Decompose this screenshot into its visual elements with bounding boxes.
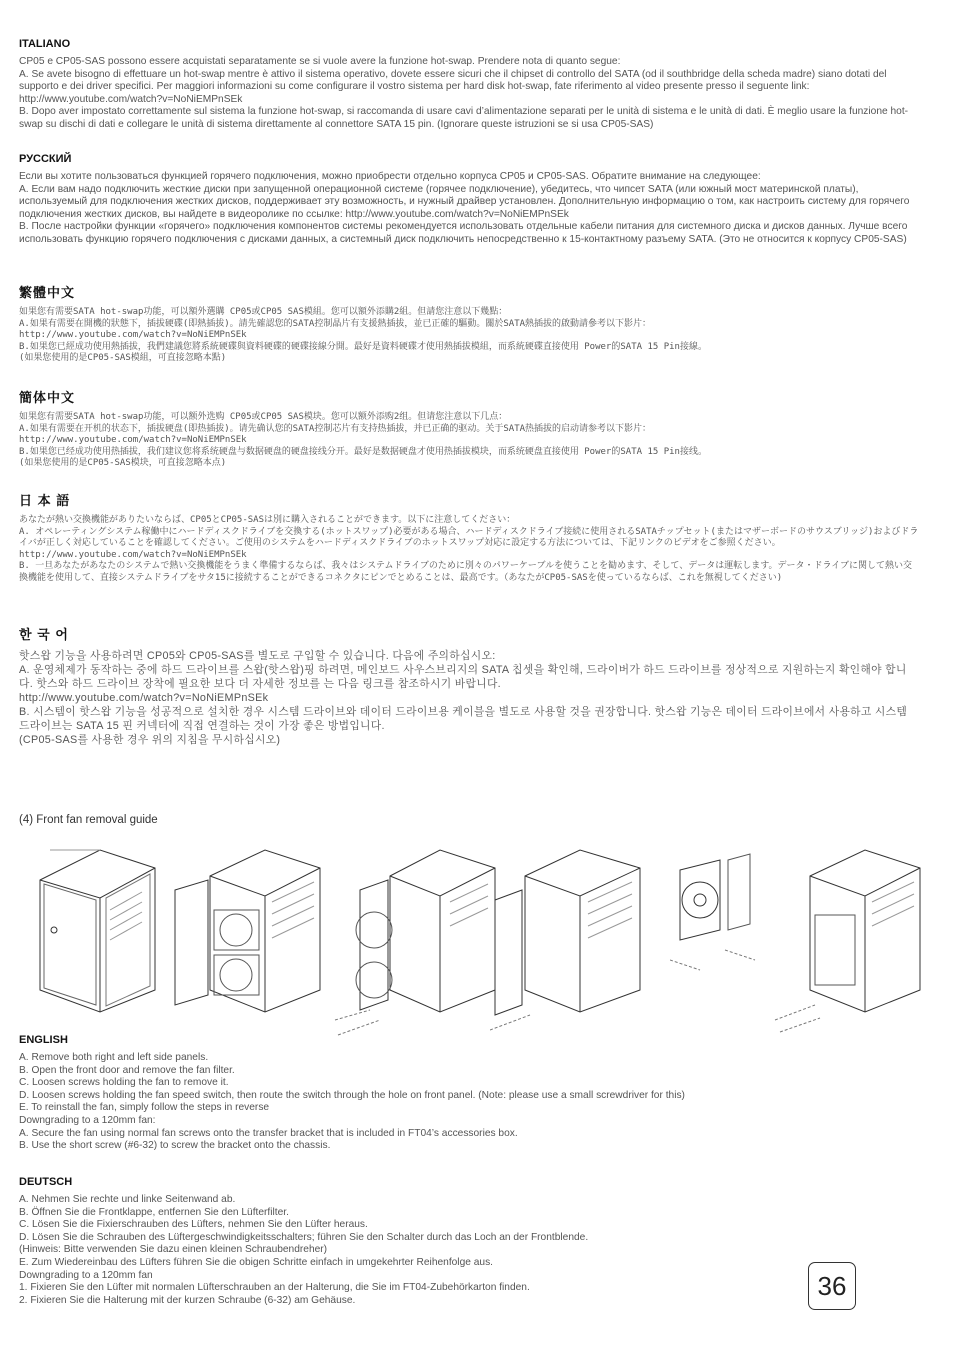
case-illustration-step-2	[170, 840, 330, 1015]
paragraph: E. To reinstall the fan, simply follow the steps in reverse	[19, 1102, 270, 1114]
paragraph: A. Если вам надо подключить жесткие диски при запущенной операционной системе (горячее подключение), убедитесь, что чипсет SATA (или южный мост материнской платы), используемый для подключения жестких дисков, поддерживает эту возможность, и нужный драйвер установлен. Дополнительную информацию о том, как настроить систему для горячего подключения жестких дисков, вы найдете в видеоролике по ссылке: http://www.youtube.com/watch?v=NoNiEMPnSEk	[19, 183, 910, 220]
paragraph: CP05 e CP05-SAS possono essere acquistati separatamente se si vuole avere la funzione hot-swap. Prendere nota di quanto segue:	[19, 56, 621, 67]
paragraph: http://www.youtube.com/watch?v=NoNiEMPnSEk	[19, 435, 247, 446]
paragraph: 핫스왑 기능을 사용하려면 CP05와 CP05-SAS를 별도로 구입할 수 있습니다. 다음에 주의하십시오:	[19, 650, 496, 662]
paragraph: B.如果您已經成功使用熱插拔，我們建議您將系統硬碟與資料硬碟的硬碟接線分開。最好是資料硬碟才使用熱插拔模組，而系統硬碟直接使用 Power的SATA 15 Pin接線。	[19, 341, 707, 352]
paragraph: 1. Fixieren Sie den Lüfter mit normalen Lüfterschrauben an der Halterung, die Sie im FT04-Zubehörkarton finden.	[19, 1282, 530, 1294]
section-simp-chinese	[19, 387, 919, 470]
paragraph: あなたが熱い交換機能がありたいならば、CP05とCP05-SASは別に購入されることができます。以下に注意してください：	[19, 515, 516, 525]
paragraph: B. После настройки функции «горячего» подключения компонентов системы рекомендуется использовать отдельные кабели питания для системного диска и дисков данных. Лучше всего использовать функцию горячего подключения с дисками данных, а системный диск подключить непосредственно к 15-контактному разъему SATA. (Это не относится к корпусу CP05-SAS)	[19, 221, 908, 245]
paragraph: 2. Fixieren Sie die Halterung mit der kurzen Schraube (6-32) am Gehäuse.	[19, 1294, 356, 1306]
paragraph: (Hinweis: Bitte verwenden Sie dazu einen kleinen Schraubendreher)	[19, 1244, 328, 1256]
fan-bracket-illustration	[670, 840, 770, 980]
paragraph: http://www.youtube.com/watch?v=NoNiEMPnSEk	[19, 330, 247, 341]
paragraph: A. 운영체제가 동작하는 중에 하드 드라이브를 스왑(핫스왑)핑 하려면, 메인보드 사우스브리지의 SATA 칩셋을 확인해, 드라이버가 하드 드라이브를 정상적으로 지원하는지 확인해야 합니다. 핫스와 하드 드라이브 장착에 필요한 보다 더 자세한 정보를 는 다음 링크를 참조하시기 바랍니다.	[19, 664, 907, 690]
paragraph: (CP05-SAS를 사용한 경우 위의 지침을 무시하십시오)	[19, 734, 281, 746]
paragraph: A. Se avete bisogno di effettuare un hot-swap mentre è attivo il sistema operativo, dovete essere sicuri che il chipset di controllo del SATA (od il southbridge della scheda madre) siano dotati del supporto e dei driver specifici. Per maggiori informazioni su come configurare il vostro sistema per hard disk hot-swap, fate riferimento al video presente presso il seguente link: http://www.youtube.com/watch?v=NoNiEMPnSEk	[19, 68, 887, 105]
paragraph: A. Nehmen Sie rechte und linke Seitenwand ab.	[19, 1194, 236, 1205]
paragraph: A. オペレーティングシステム稼働中にハードディスクドライブを交換する(ホットスワップ)必要がある場合、ハードディスクドライブ接続に使用されるSATAチップセット(またはマザーボードのサウスブリッジ)およびドライバが正しく対応していることを確認してください。ご使用のシステムをハードディスクドライブのホットスワップ対応に設定する方法については、下記リンクのビデオをご参照ください。http://www.youtube.com/watch?v=NoNiEMPnSEk	[19, 526, 919, 560]
paragraph: (如果您使用的是CP05-SAS模块，可直接忽略本点)	[19, 458, 227, 469]
paragraph: B.如果您已经成功使用热插拔，我们建议您将系统硬盘与数据硬盘的硬盘接线分开。最好是数据硬盘才使用热插拔模块，而系统硬盘直接使用 Power的SATA 15 Pin接线。	[19, 446, 707, 457]
paragraph: A.如果有需要在開機的狀態下，插拔硬碟(即熱插拔)。請先確認您的SATA控制晶片有支援熱插拔，並已正確的驅動。關於SATA熱插拔的啟動請參考以下影片：	[19, 318, 652, 329]
paragraph: D. Loosen screws holding the fan speed switch, then route the switch through the hole on front panel. (Note: please use a small screwdriver for this)	[19, 1089, 685, 1101]
section-title: 日 本 語	[19, 493, 71, 508]
fan-removal-illustrations	[30, 840, 930, 1040]
case-illustration-step-4	[490, 840, 650, 1035]
guide-title: (4) Front fan removal guide	[19, 814, 158, 826]
paragraph: A. Secure the fan using normal fan screws onto the transfer bracket that is included in FT04’s accessories box.	[19, 1127, 518, 1139]
paragraph: D. Lösen Sie die Schrauben des Lüftergeschwindigkeitsschalters; führen Sie den Schalter durch das Loch an der Frontblende.	[19, 1231, 589, 1243]
section-title: 簡体中文	[19, 390, 76, 405]
paragraph: 如果您有需要SATA hot-swap功能，可以额外选购 CP05或CP05 SAS模块。您可以额外添购2组。但请您注意以下几点：	[19, 412, 508, 422]
section-russian	[19, 153, 919, 247]
paragraph: Downgrading to a 120mm fan:	[19, 1114, 156, 1126]
paragraph: 如果您有需要SATA hot-swap功能，可以額外選購 CP05或CP05 SAS模組。您可以額外添購2組。但請您注意以下幾點：	[19, 307, 508, 317]
paragraph: B. 一旦あなたがあなたのシステムで熱い交換機能をうまく準備するならば、我々はシステムドライブのために別々のパワーケーブルを使うことを勧めます、そして、データは運転します。データ・ドライブに関して熱い交換機能を使用して、直接システムドライブをサタ15に接続することができるコネクタにピンでとめることは、最高です。（あなたがCP05-SASを使っているならば、これを無視してください)	[19, 561, 912, 583]
case-illustration-step-6	[770, 840, 930, 1035]
section-title: 한 국 어	[19, 627, 69, 642]
paragraph: B. Öffnen Sie die Frontklappe, entfernen Sie den Lüfterfilter.	[19, 1206, 289, 1218]
paragraph: A.如果有需要在开机的状态下，插拔硬盘(即热插拔)。请先确认您的SATA控制芯片有支持热插拔，并已正确的驱动。关于SATA热插拔的启动请参考以下影片：	[19, 423, 652, 434]
paragraph: Если вы хотите пользоваться функцией горячего подключения, можно приобрести отдельно корпуса CP05 и CP05-SAS. Обратите внимание на следующее:	[19, 171, 761, 182]
paragraph: http://www.youtube.com/watch?v=NoNiEMPnSEk	[19, 692, 269, 704]
paragraph: (如果您使用的是CP05-SAS模組，可直接忽略本點)	[19, 353, 227, 364]
paragraph: C. Lösen Sie die Fixierschrauben des Lüfters, nehmen Sie den Lüfter heraus.	[19, 1219, 368, 1231]
paragraph: B. 시스템이 핫스왑 기능을 성공적으로 설치한 경우 시스템 드라이브와 데이터 드라이브용 케이블을 별도로 사용할 것을 권장합니다. 핫스왑 기능은 데이터 드라이브에서 사용하고 시스템 드라이브는 SATA 15 핀 커넥터에 직접 연결하는 것이 가장 좋은 방법입니다.	[19, 706, 908, 732]
section-japanese	[19, 490, 919, 585]
section-title: 繁體中文	[19, 285, 76, 300]
section-title: РУССКИЙ	[19, 153, 72, 165]
section-deutsch	[19, 1176, 799, 1307]
paragraph: C. Loosen screws holding the fan to remove it.	[19, 1077, 229, 1089]
paragraph: Downgrading to a 120mm fan	[19, 1269, 153, 1281]
section-title: DEUTSCH	[19, 1176, 73, 1188]
section-english	[19, 1034, 919, 1153]
section-italiano	[19, 38, 919, 132]
section-title: ENGLISH	[19, 1034, 68, 1046]
paragraph: B. Use the short screw (#6-32) to screw the bracket onto the chassis.	[19, 1140, 331, 1152]
paragraph: E. Zum Wiedereinbau des Lüfters führen Sie die obigen Schritte einfach in umgekehrter Reihenfolge aus.	[19, 1256, 493, 1268]
section-trad-chinese	[19, 282, 919, 365]
paragraph: B. Open the front door and remove the fan filter.	[19, 1064, 235, 1076]
paragraph: A. Remove both right and left side panels.	[19, 1052, 209, 1063]
section-title: ITALIANO	[19, 38, 71, 50]
case-illustration-step-1	[30, 840, 165, 1015]
section-korean	[19, 624, 919, 747]
page-number: 36	[808, 1262, 856, 1310]
paragraph: B. Dopo aver impostato correttamente sul sistema la funzione hot-swap, si raccomanda di usare cavi d’alimentazione separati per le unità di sistema e le unità di dati. È meglio usare la funzione hot-swap su dischi di dati e collegare le unità di sistema direttamente al connettore SATA 15 pin. (Ignorare queste istruzioni se si usa CP05-SAS)	[19, 106, 909, 130]
case-illustration-step-3	[330, 840, 500, 1040]
